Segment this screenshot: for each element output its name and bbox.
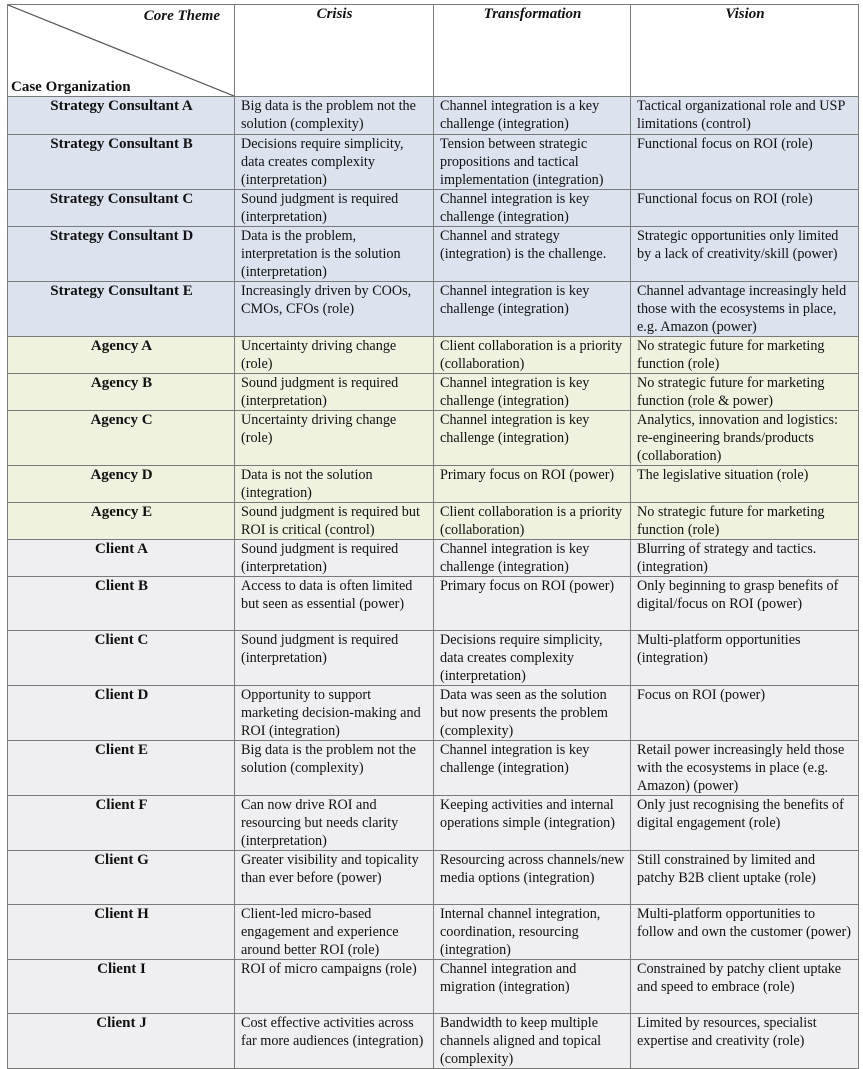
vision-cell: The legislative situation (role) bbox=[631, 466, 859, 503]
vision-cell: Still constrained by limited and patchy B2B client uptake (role) bbox=[631, 851, 859, 905]
table-row bbox=[8, 741, 859, 796]
case-organization-label: Case Organization bbox=[11, 79, 131, 95]
vision-cell: Blurring of strategy and tactics. (integration) bbox=[631, 540, 859, 577]
organization-cell: Client F bbox=[8, 796, 235, 851]
organization-cell: Agency C bbox=[8, 411, 235, 466]
crisis-cell: Sound judgment is required (interpretation) bbox=[235, 190, 434, 227]
organization-cell: Client D bbox=[8, 686, 235, 741]
table-row bbox=[8, 135, 859, 190]
crisis-cell: Big data is the problem not the solution (complexity) bbox=[235, 97, 434, 135]
vision-cell: Multi-platform opportunities (integration) bbox=[631, 631, 859, 686]
transformation-cell: Internal channel integration, coordination, resourcing (integration) bbox=[434, 905, 631, 960]
table-row bbox=[8, 337, 859, 374]
table-row bbox=[8, 796, 859, 851]
table-row bbox=[8, 686, 859, 741]
organization-cell: Client A bbox=[8, 540, 235, 577]
transformation-cell: Channel integration is key challenge (integration) bbox=[434, 282, 631, 337]
crisis-cell: Increasingly driven by COOs, CMOs, CFOs (role) bbox=[235, 282, 434, 337]
column-header-crisis: Crisis bbox=[235, 5, 434, 97]
transformation-cell: Tension between strategic propositions and tactical implementation (integration) bbox=[434, 135, 631, 190]
table-row bbox=[8, 503, 859, 540]
organization-cell: Strategy Consultant B bbox=[8, 135, 235, 190]
vision-cell: Constrained by patchy client uptake and speed to embrace (role) bbox=[631, 960, 859, 1014]
organization-cell: Agency A bbox=[8, 337, 235, 374]
crisis-cell: Opportunity to support marketing decision-making and ROI (integration) bbox=[235, 686, 434, 741]
crisis-cell: Sound judgment is required but ROI is critical (control) bbox=[235, 503, 434, 540]
crisis-cell: Data is the problem, interpretation is the solution (interpretation) bbox=[235, 227, 434, 282]
vision-cell: Focus on ROI (power) bbox=[631, 686, 859, 741]
table-row bbox=[8, 1014, 859, 1069]
crisis-cell: ROI of micro campaigns (role) bbox=[235, 960, 434, 1014]
table-row bbox=[8, 905, 859, 960]
crisis-cell: Sound judgment is required (interpretation) bbox=[235, 540, 434, 577]
crisis-cell: Big data is the problem not the solution (complexity) bbox=[235, 741, 434, 796]
vision-cell: No strategic future for marketing function (role) bbox=[631, 503, 859, 540]
crisis-cell: Sound judgment is required (interpretation) bbox=[235, 374, 434, 411]
transformation-cell: Client collaboration is a priority (collaboration) bbox=[434, 337, 631, 374]
vision-cell: Tactical organizational role and USP limitations (control) bbox=[631, 97, 859, 135]
transformation-cell: Primary focus on ROI (power) bbox=[434, 577, 631, 631]
table-body bbox=[8, 97, 859, 1069]
table-row bbox=[8, 97, 859, 135]
transformation-cell: Channel integration is key challenge (integration) bbox=[434, 741, 631, 796]
transformation-cell: Channel integration is key challenge (integration) bbox=[434, 190, 631, 227]
table-row bbox=[8, 282, 859, 337]
column-header-vision: Vision bbox=[631, 5, 859, 97]
crisis-cell: Uncertainty driving change (role) bbox=[235, 411, 434, 466]
transformation-cell: Data was seen as the solution but now presents the problem (complexity) bbox=[434, 686, 631, 741]
transformation-cell: Keeping activities and internal operations simple (integration) bbox=[434, 796, 631, 851]
transformation-cell: Bandwidth to keep multiple channels aligned and topical (complexity) bbox=[434, 1014, 631, 1069]
organization-cell: Strategy Consultant E bbox=[8, 282, 235, 337]
organization-cell: Client E bbox=[8, 741, 235, 796]
organization-cell: Agency B bbox=[8, 374, 235, 411]
transformation-cell: Channel integration is key challenge (integration) bbox=[434, 374, 631, 411]
crisis-cell: Data is not the solution (integration) bbox=[235, 466, 434, 503]
vision-cell: Only beginning to grasp benefits of digital/focus on ROI (power) bbox=[631, 577, 859, 631]
transformation-cell: Channel integration is key challenge (integration) bbox=[434, 540, 631, 577]
vision-cell: No strategic future for marketing function (role & power) bbox=[631, 374, 859, 411]
table-row bbox=[8, 466, 859, 503]
vision-cell: Functional focus on ROI (role) bbox=[631, 135, 859, 190]
organization-cell: Client B bbox=[8, 577, 235, 631]
table-row bbox=[8, 851, 859, 905]
crisis-cell: Sound judgment is required (interpretation) bbox=[235, 631, 434, 686]
crisis-cell: Can now drive ROI and resourcing but needs clarity (interpretation) bbox=[235, 796, 434, 851]
vision-cell: Multi-platform opportunities to follow and own the customer (power) bbox=[631, 905, 859, 960]
organization-cell: Strategy Consultant A bbox=[8, 97, 235, 135]
transformation-cell: Decisions require simplicity, data creates complexity (interpretation) bbox=[434, 631, 631, 686]
core-theme-label: Core Theme bbox=[143, 8, 220, 24]
vision-cell: Analytics, innovation and logistics: re-engineering brands/products (collaboration) bbox=[631, 411, 859, 466]
organization-cell: Agency E bbox=[8, 503, 235, 540]
table-row bbox=[8, 411, 859, 466]
table-row bbox=[8, 227, 859, 282]
vision-cell: No strategic future for marketing function (role) bbox=[631, 337, 859, 374]
vision-cell: Channel advantage increasingly held those with the ecosystems in place, e.g. Amazon (power) bbox=[631, 282, 859, 337]
organization-cell: Client H bbox=[8, 905, 235, 960]
transformation-cell: Client collaboration is a priority (collaboration) bbox=[434, 503, 631, 540]
crisis-cell: Access to data is often limited but seen as essential (power) bbox=[235, 577, 434, 631]
vision-cell: Limited by resources, specialist expertise and creativity (role) bbox=[631, 1014, 859, 1069]
organization-cell: Client G bbox=[8, 851, 235, 905]
vision-cell: Only just recognising the benefits of digital engagement (role) bbox=[631, 796, 859, 851]
column-header-transformation: Transformation bbox=[434, 5, 631, 97]
crisis-cell: Greater visibility and topicality than ever before (power) bbox=[235, 851, 434, 905]
header-row bbox=[8, 5, 859, 97]
table-row bbox=[8, 540, 859, 577]
transformation-cell: Channel integration is a key challenge (integration) bbox=[434, 97, 631, 135]
core-theme-table bbox=[7, 4, 859, 1069]
transformation-cell: Channel integration and migration (integration) bbox=[434, 960, 631, 1014]
corner-header-cell bbox=[8, 5, 235, 97]
crisis-cell: Uncertainty driving change (role) bbox=[235, 337, 434, 374]
organization-cell: Client I bbox=[8, 960, 235, 1014]
transformation-cell: Resourcing across channels/new media options (integration) bbox=[434, 851, 631, 905]
transformation-cell: Channel and strategy (integration) is the challenge. bbox=[434, 227, 631, 282]
transformation-cell: Primary focus on ROI (power) bbox=[434, 466, 631, 503]
vision-cell: Strategic opportunities only limited by a lack of creativity/skill (power) bbox=[631, 227, 859, 282]
organization-cell: Strategy Consultant D bbox=[8, 227, 235, 282]
table-row bbox=[8, 374, 859, 411]
vision-cell: Retail power increasingly held those with the ecosystems in place (e.g. Amazon) (power) bbox=[631, 741, 859, 796]
organization-cell: Client C bbox=[8, 631, 235, 686]
table-row bbox=[8, 190, 859, 227]
vision-cell: Functional focus on ROI (role) bbox=[631, 190, 859, 227]
organization-cell: Client J bbox=[8, 1014, 235, 1069]
table-row bbox=[8, 960, 859, 1014]
table-row bbox=[8, 577, 859, 631]
table-row bbox=[8, 631, 859, 686]
crisis-cell: Decisions require simplicity, data creates complexity (interpretation) bbox=[235, 135, 434, 190]
organization-cell: Agency D bbox=[8, 466, 235, 503]
organization-cell: Strategy Consultant C bbox=[8, 190, 235, 227]
transformation-cell: Channel integration is key challenge (integration) bbox=[434, 411, 631, 466]
crisis-cell: Client-led micro-based engagement and experience around better ROI (role) bbox=[235, 905, 434, 960]
crisis-cell: Cost effective activities across far more audiences (integration) bbox=[235, 1014, 434, 1069]
